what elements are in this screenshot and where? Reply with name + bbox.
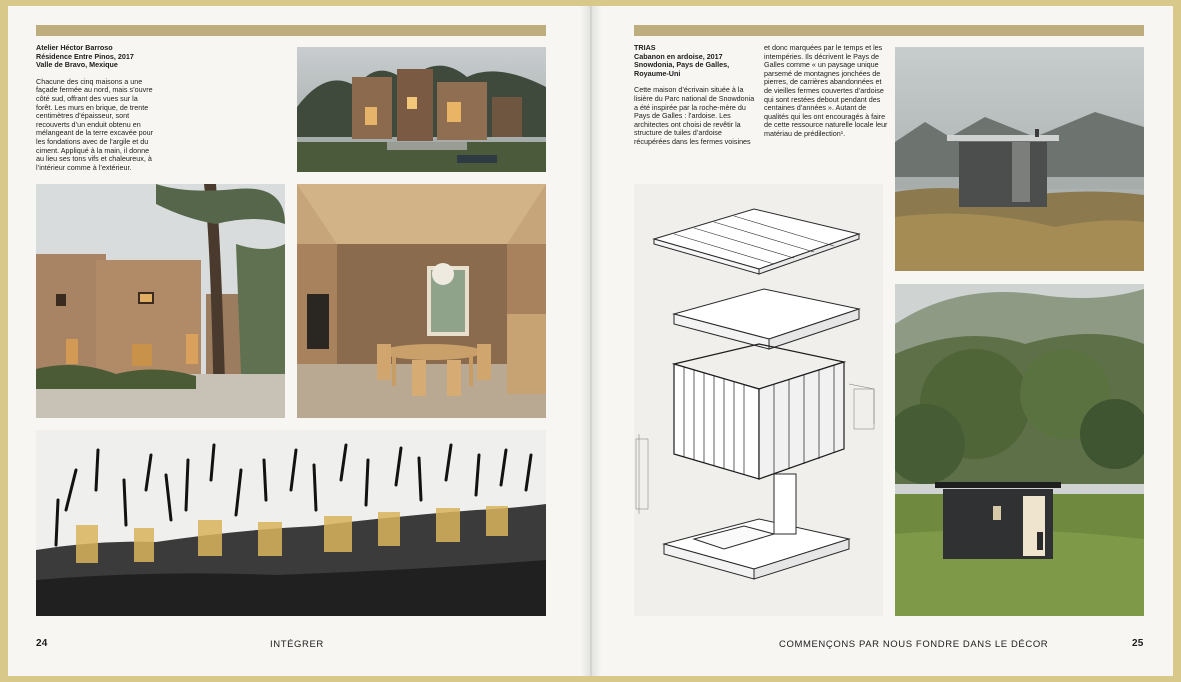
- right-project: Cabanon en ardoise, 2017: [634, 51, 723, 61]
- left-architect: Atelier Héctor Barroso: [36, 43, 113, 52]
- right-architect: TRIAS: [634, 43, 656, 52]
- right-body-col2: et donc marquées par le temps et les intempéries. Ils décrivent le Pays de Galles comme « un paysage unique parsemé de montagnes jonchées de pierres, de carrières abandonnées et de vieilles fermes couvertes d’ardoise qui sont restées debout pendant des centaines d’années ». Autant de qualités qui les ont encouragés à faire de cette ressource naturelle locale leur matériau de prédilection¹.: [764, 43, 888, 138]
- left-folio: 24: [36, 638, 48, 649]
- left-caption: [36, 44, 156, 172]
- right-location: Snowdonia, Pays de Galles, Royaume-Uni: [634, 60, 730, 78]
- right-caption-col2: [764, 44, 888, 139]
- right-running-head: COMMENÇONS PAR NOUS FONDRE DANS LE DÉCOR: [779, 639, 1049, 650]
- book-spread: [8, 6, 1173, 676]
- left-running-head: INTÉGRER: [270, 639, 324, 650]
- photo-slate-cabin-moor: [895, 47, 1144, 271]
- photo-entre-pinos-interior: [297, 184, 546, 418]
- axonometric-drawing: [634, 184, 883, 616]
- right-folio: 25: [1132, 638, 1144, 649]
- sketch-section-drawing: [36, 430, 546, 616]
- book-gutter: [580, 6, 602, 676]
- left-page: [8, 6, 590, 676]
- left-header-band: [36, 25, 546, 36]
- left-location: Valle de Bravo, Mexique: [36, 60, 118, 70]
- right-caption-col1: [634, 44, 756, 147]
- left-project: Résidence Entre Pinos, 2017: [36, 51, 134, 61]
- right-page: [591, 6, 1173, 676]
- right-header-band: [634, 25, 1144, 36]
- photo-entre-pinos-houses: [36, 184, 285, 418]
- photo-entre-pinos-exterior: [297, 47, 546, 172]
- right-body-col1: Cette maison d’écrivain située à la lisière du Parc national de Snowdonia a été inspirée par la roche-mère du Pays de Galles : l’ardoise. Les architectes ont choisi de revêtir la structure de tuiles d’ardoise récupérées dans les fermes voisines: [634, 85, 755, 146]
- left-body-text: Chacune des cinq maisons a une façade fermée au nord, mais s’ouvre côté sud, offrant des vues sur la forêt. Les murs en brique, de trente centimètres d’épaisseur, sont recouverts d’un enduit obtenu en mélangeant de la terre excavée pour les fondations avec de l’argile et du ciment. Appliqué à la main, il donne au lieu ses tons vifs et chaleureux, à l’intérieur comme à l’extérieur.: [36, 76, 154, 172]
- photo-slate-cabin-valley: [895, 284, 1144, 616]
